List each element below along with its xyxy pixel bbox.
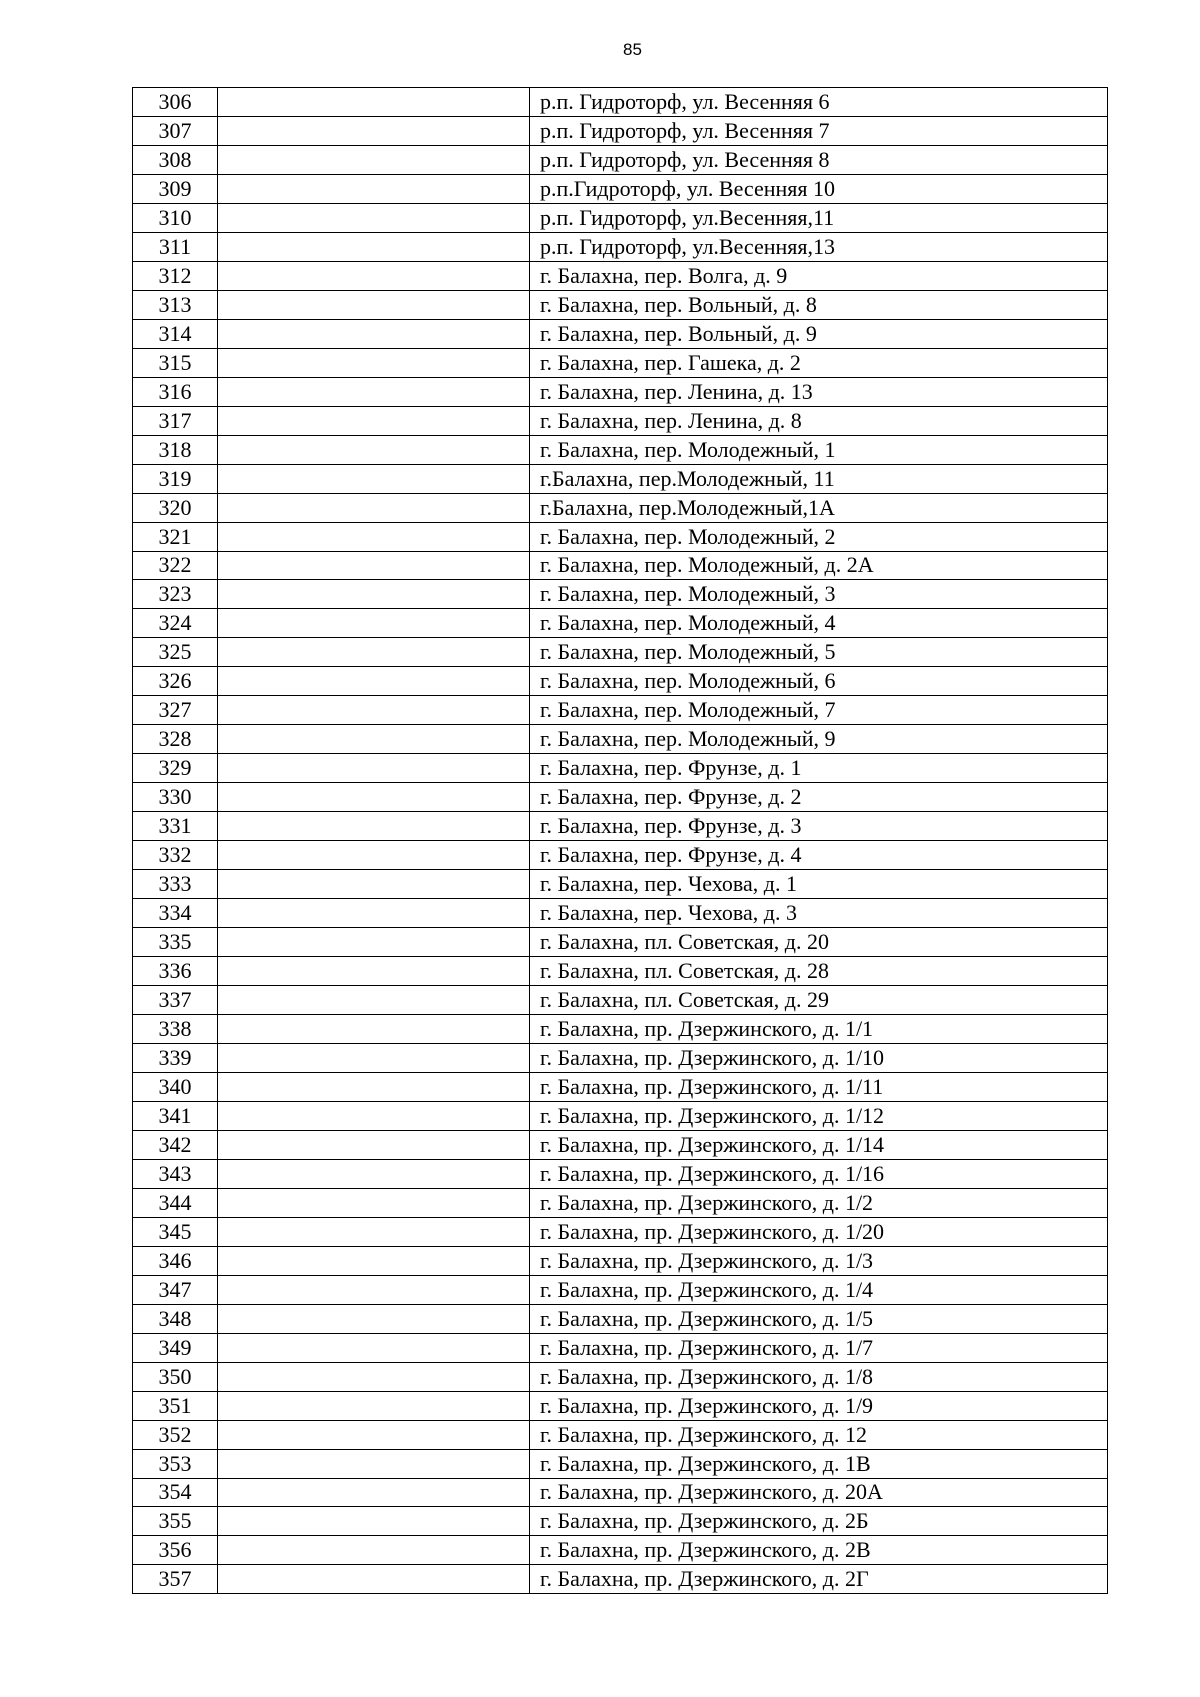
row-number-cell: 331	[133, 812, 218, 841]
empty-cell	[218, 667, 530, 696]
address-cell: г. Балахна, пр. Дзержинского, д. 20А	[530, 1478, 1108, 1507]
address-cell: г. Балахна, пер. Молодежный, 3	[530, 580, 1108, 609]
row-number-cell: 333	[133, 870, 218, 899]
address-cell: г. Балахна, пер. Вольный, д. 8	[530, 290, 1108, 319]
table-row	[133, 1072, 1108, 1101]
table-row	[133, 1565, 1108, 1594]
empty-cell	[218, 1565, 530, 1594]
table-row	[133, 1507, 1108, 1536]
row-number-cell: 337	[133, 986, 218, 1015]
table-row	[133, 290, 1108, 319]
table-row	[133, 783, 1108, 812]
empty-cell	[218, 1043, 530, 1072]
empty-cell	[218, 580, 530, 609]
empty-cell	[218, 1536, 530, 1565]
row-number-cell: 317	[133, 406, 218, 435]
address-cell: г. Балахна, пер. Фрунзе, д. 3	[530, 812, 1108, 841]
empty-cell	[218, 696, 530, 725]
row-number-cell: 308	[133, 145, 218, 174]
empty-cell	[218, 1449, 530, 1478]
address-cell: г. Балахна, пр. Дзержинского, д. 2В	[530, 1536, 1108, 1565]
table-row	[133, 1333, 1108, 1362]
empty-cell	[218, 348, 530, 377]
empty-cell	[218, 1188, 530, 1217]
row-number-cell: 352	[133, 1420, 218, 1449]
row-number-cell: 338	[133, 1015, 218, 1044]
table-row	[133, 754, 1108, 783]
empty-cell	[218, 1391, 530, 1420]
empty-cell	[218, 290, 530, 319]
address-cell: р.п. Гидроторф, ул. Весенняя 6	[530, 88, 1108, 117]
table-row	[133, 696, 1108, 725]
address-cell: г. Балахна, пл. Советская, д. 28	[530, 957, 1108, 986]
empty-cell	[218, 1420, 530, 1449]
empty-cell	[218, 1333, 530, 1362]
address-cell: г. Балахна, пер. Молодежный, д. 2А	[530, 551, 1108, 580]
row-number-cell: 348	[133, 1304, 218, 1333]
empty-cell	[218, 1217, 530, 1246]
address-cell: г. Балахна, пр. Дзержинского, д. 1/7	[530, 1333, 1108, 1362]
row-number-cell: 335	[133, 928, 218, 957]
table-row	[133, 319, 1108, 348]
row-number-cell: 347	[133, 1275, 218, 1304]
row-number-cell: 327	[133, 696, 218, 725]
row-number-cell: 328	[133, 725, 218, 754]
row-number-cell: 307	[133, 116, 218, 145]
row-number-cell: 316	[133, 377, 218, 406]
empty-cell	[218, 754, 530, 783]
row-number-cell: 330	[133, 783, 218, 812]
address-cell: р.п. Гидроторф, ул.Весенняя,13	[530, 232, 1108, 261]
table-row	[133, 928, 1108, 957]
table-row	[133, 174, 1108, 203]
address-cell: г. Балахна, пер. Вольный, д. 9	[530, 319, 1108, 348]
empty-cell	[218, 928, 530, 957]
row-number-cell: 353	[133, 1449, 218, 1478]
address-cell: г. Балахна, пр. Дзержинского, д. 1/11	[530, 1072, 1108, 1101]
empty-cell	[218, 899, 530, 928]
table-row	[133, 638, 1108, 667]
empty-cell	[218, 812, 530, 841]
table-row	[133, 609, 1108, 638]
empty-cell	[218, 1159, 530, 1188]
row-number-cell: 342	[133, 1130, 218, 1159]
address-table	[132, 87, 1108, 1594]
empty-cell	[218, 783, 530, 812]
empty-cell	[218, 377, 530, 406]
address-cell: г. Балахна, пер. Ленина, д. 8	[530, 406, 1108, 435]
address-cell: г. Балахна, пер. Молодежный, 5	[530, 638, 1108, 667]
table-row	[133, 1130, 1108, 1159]
empty-cell	[218, 1246, 530, 1275]
address-cell: г. Балахна, пр. Дзержинского, д. 2Г	[530, 1565, 1108, 1594]
address-cell: г. Балахна, пер. Молодежный, 9	[530, 725, 1108, 754]
address-cell: г. Балахна, пр. Дзержинского, д. 1/5	[530, 1304, 1108, 1333]
address-cell: р.п. Гидроторф, ул. Весенняя 8	[530, 145, 1108, 174]
address-cell: г. Балахна, пл. Советская, д. 29	[530, 986, 1108, 1015]
table-row	[133, 348, 1108, 377]
address-cell: г. Балахна, пер. Молодежный, 4	[530, 609, 1108, 638]
row-number-cell: 310	[133, 203, 218, 232]
address-cell: г. Балахна, пр. Дзержинского, д. 1/14	[530, 1130, 1108, 1159]
table-row	[133, 1362, 1108, 1391]
row-number-cell: 326	[133, 667, 218, 696]
empty-cell	[218, 1130, 530, 1159]
table-row	[133, 435, 1108, 464]
table-row	[133, 1188, 1108, 1217]
row-number-cell: 343	[133, 1159, 218, 1188]
empty-cell	[218, 957, 530, 986]
table-row	[133, 580, 1108, 609]
table-row	[133, 1275, 1108, 1304]
address-cell: г. Балахна, пр. Дзержинского, д. 1/9	[530, 1391, 1108, 1420]
empty-cell	[218, 88, 530, 117]
row-number-cell: 340	[133, 1072, 218, 1101]
empty-cell	[218, 1072, 530, 1101]
address-cell: г.Балахна, пер.Молодежный, 11	[530, 464, 1108, 493]
table-row	[133, 1449, 1108, 1478]
row-number-cell: 345	[133, 1217, 218, 1246]
address-cell: г. Балахна, пл. Советская, д. 20	[530, 928, 1108, 957]
address-cell: г. Балахна, пер. Молодежный, 7	[530, 696, 1108, 725]
empty-cell	[218, 870, 530, 899]
table-row	[133, 522, 1108, 551]
empty-cell	[218, 1362, 530, 1391]
row-number-cell: 325	[133, 638, 218, 667]
table-row	[133, 116, 1108, 145]
table-row	[133, 1217, 1108, 1246]
address-cell: г. Балахна, пр. Дзержинского, д. 12	[530, 1420, 1108, 1449]
row-number-cell: 339	[133, 1043, 218, 1072]
table-row	[133, 551, 1108, 580]
table-row	[133, 261, 1108, 290]
table-row	[133, 203, 1108, 232]
address-cell: г. Балахна, пер. Гашека, д. 2	[530, 348, 1108, 377]
row-number-cell: 350	[133, 1362, 218, 1391]
address-cell: г. Балахна, пр. Дзержинского, д. 2Б	[530, 1507, 1108, 1536]
row-number-cell: 354	[133, 1478, 218, 1507]
table-row	[133, 145, 1108, 174]
page-number: 85	[623, 40, 642, 59]
address-cell: г. Балахна, пер. Фрунзе, д. 1	[530, 754, 1108, 783]
row-number-cell: 324	[133, 609, 218, 638]
table-row	[133, 841, 1108, 870]
address-cell: г.Балахна, пер.Молодежный,1А	[530, 493, 1108, 522]
row-number-cell: 321	[133, 522, 218, 551]
address-cell: г. Балахна, пер. Молодежный, 2	[530, 522, 1108, 551]
row-number-cell: 329	[133, 754, 218, 783]
table-row	[133, 899, 1108, 928]
address-cell: г. Балахна, пр. Дзержинского, д. 1В	[530, 1449, 1108, 1478]
address-cell: г. Балахна, пер. Фрунзе, д. 4	[530, 841, 1108, 870]
empty-cell	[218, 1275, 530, 1304]
address-cell: г. Балахна, пер. Фрунзе, д. 2	[530, 783, 1108, 812]
row-number-cell: 320	[133, 493, 218, 522]
address-cell: р.п. Гидроторф, ул. Весенняя 7	[530, 116, 1108, 145]
empty-cell	[218, 203, 530, 232]
table-row	[133, 1101, 1108, 1130]
table-row	[133, 493, 1108, 522]
row-number-cell: 346	[133, 1246, 218, 1275]
table-row	[133, 406, 1108, 435]
table-row	[133, 812, 1108, 841]
table-row	[133, 1043, 1108, 1072]
row-number-cell: 349	[133, 1333, 218, 1362]
row-number-cell: 351	[133, 1391, 218, 1420]
row-number-cell: 311	[133, 232, 218, 261]
table-row	[133, 986, 1108, 1015]
table-row	[133, 464, 1108, 493]
empty-cell	[218, 116, 530, 145]
address-cell: г. Балахна, пр. Дзержинского, д. 1/4	[530, 1275, 1108, 1304]
table-row	[133, 1391, 1108, 1420]
row-number-cell: 306	[133, 88, 218, 117]
row-number-cell: 319	[133, 464, 218, 493]
table-row	[133, 1015, 1108, 1044]
address-cell: г. Балахна, пер. Молодежный, 6	[530, 667, 1108, 696]
table-row	[133, 667, 1108, 696]
row-number-cell: 357	[133, 1565, 218, 1594]
address-cell: р.п. Гидроторф, ул.Весенняя,11	[530, 203, 1108, 232]
address-cell: г. Балахна, пр. Дзержинского, д. 1/12	[530, 1101, 1108, 1130]
empty-cell	[218, 464, 530, 493]
table-row	[133, 725, 1108, 754]
address-cell: г. Балахна, пер. Молодежный, 1	[530, 435, 1108, 464]
row-number-cell: 341	[133, 1101, 218, 1130]
table-row	[133, 1420, 1108, 1449]
address-table-body	[133, 88, 1108, 1594]
empty-cell	[218, 638, 530, 667]
address-cell: г. Балахна, пер. Ленина, д. 13	[530, 377, 1108, 406]
empty-cell	[218, 1101, 530, 1130]
table-row	[133, 870, 1108, 899]
table-row	[133, 88, 1108, 117]
row-number-cell: 318	[133, 435, 218, 464]
empty-cell	[218, 725, 530, 754]
address-cell: г. Балахна, пр. Дзержинского, д. 1/3	[530, 1246, 1108, 1275]
address-cell: г. Балахна, пер. Волга, д. 9	[530, 261, 1108, 290]
table-row	[133, 1246, 1108, 1275]
address-cell: г. Балахна, пр. Дзержинского, д. 1/20	[530, 1217, 1108, 1246]
row-number-cell: 314	[133, 319, 218, 348]
empty-cell	[218, 493, 530, 522]
empty-cell	[218, 609, 530, 638]
address-cell: г. Балахна, пр. Дзержинского, д. 1/2	[530, 1188, 1108, 1217]
empty-cell	[218, 435, 530, 464]
row-number-cell: 332	[133, 841, 218, 870]
row-number-cell: 355	[133, 1507, 218, 1536]
empty-cell	[218, 1507, 530, 1536]
empty-cell	[218, 145, 530, 174]
empty-cell	[218, 1478, 530, 1507]
table-row	[133, 957, 1108, 986]
empty-cell	[218, 406, 530, 435]
empty-cell	[218, 232, 530, 261]
empty-cell	[218, 841, 530, 870]
table-row	[133, 377, 1108, 406]
empty-cell	[218, 1015, 530, 1044]
empty-cell	[218, 1304, 530, 1333]
address-cell: г. Балахна, пр. Дзержинского, д. 1/8	[530, 1362, 1108, 1391]
row-number-cell: 322	[133, 551, 218, 580]
table-row	[133, 1536, 1108, 1565]
table-row	[133, 1478, 1108, 1507]
table-row	[133, 1159, 1108, 1188]
empty-cell	[218, 522, 530, 551]
table-row	[133, 1304, 1108, 1333]
address-cell: г. Балахна, пр. Дзержинского, д. 1/10	[530, 1043, 1108, 1072]
row-number-cell: 334	[133, 899, 218, 928]
empty-cell	[218, 261, 530, 290]
address-cell: г. Балахна, пер. Чехова, д. 1	[530, 870, 1108, 899]
address-cell: г. Балахна, пр. Дзержинского, д. 1/16	[530, 1159, 1108, 1188]
empty-cell	[218, 986, 530, 1015]
row-number-cell: 315	[133, 348, 218, 377]
row-number-cell: 323	[133, 580, 218, 609]
address-cell: р.п.Гидроторф, ул. Весенняя 10	[530, 174, 1108, 203]
row-number-cell: 356	[133, 1536, 218, 1565]
row-number-cell: 313	[133, 290, 218, 319]
row-number-cell: 336	[133, 957, 218, 986]
address-cell: г. Балахна, пер. Чехова, д. 3	[530, 899, 1108, 928]
empty-cell	[218, 174, 530, 203]
empty-cell	[218, 319, 530, 348]
address-cell: г. Балахна, пр. Дзержинского, д. 1/1	[530, 1015, 1108, 1044]
row-number-cell: 344	[133, 1188, 218, 1217]
empty-cell	[218, 551, 530, 580]
row-number-cell: 312	[133, 261, 218, 290]
row-number-cell: 309	[133, 174, 218, 203]
table-row	[133, 232, 1108, 261]
